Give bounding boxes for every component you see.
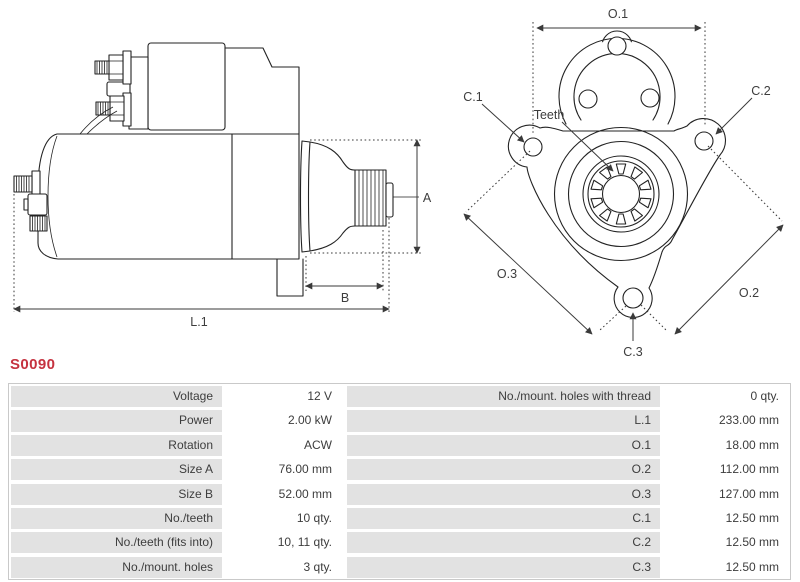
pinion-spline — [355, 170, 386, 226]
top-hole — [608, 37, 626, 55]
spec-value-cell: 76.00 mm — [224, 459, 341, 480]
dim-b-extension — [306, 230, 383, 291]
dim-label-b: B — [340, 291, 350, 305]
dim-label-o3: O.3 — [496, 267, 518, 281]
spec-label-cell: O.1 — [347, 435, 660, 456]
terminal-bolt-upper — [95, 51, 131, 84]
front-view-drawing — [463, 7, 783, 359]
motor-body — [38, 134, 299, 259]
dim-label-a: A — [422, 191, 432, 205]
spec-value-cell: 10, 11 qty. — [224, 532, 341, 553]
spec-label-cell: C.2 — [347, 532, 660, 553]
dim-label-c2: C.2 — [751, 84, 771, 98]
spec-label-cell: Rotation — [11, 435, 222, 456]
spec-value-cell: 10 qty. — [224, 508, 341, 529]
part-number: S0090 — [10, 356, 56, 373]
shaft-tip — [386, 183, 393, 217]
spec-value-cell: 12.50 mm — [662, 532, 788, 553]
spec-value-cell: 12.50 mm — [662, 557, 788, 578]
mount-hole-c3 — [623, 288, 643, 308]
spec-label-cell: No./teeth (fits into) — [11, 532, 222, 553]
dim-o3-extension — [466, 151, 530, 212]
spec-value-cell: 2.00 kW — [224, 410, 341, 431]
spec-label-cell: No./mount. holes with thread — [347, 386, 660, 407]
bell-bolt-right — [641, 89, 659, 107]
solenoid-plate — [129, 57, 148, 129]
spec-value-cell: 127.00 mm — [662, 484, 788, 505]
leader-c2 — [716, 98, 752, 134]
spec-value-cell: 52.00 mm — [224, 484, 341, 505]
leader-c1 — [482, 104, 524, 142]
spec-label-cell: Size A — [11, 459, 222, 480]
flange-face — [301, 141, 311, 252]
spec-label-cell: C.3 — [347, 557, 660, 578]
spec-label-cell: Power — [11, 410, 222, 431]
spec-table-left — [11, 386, 341, 577]
nose-cone — [310, 142, 355, 251]
dim-label-o1: O.1 — [607, 7, 629, 21]
spec-value-cell: 12.50 mm — [662, 508, 788, 529]
spec-value-cell: 18.00 mm — [662, 435, 788, 456]
mount-hole-c1 — [524, 138, 542, 156]
bell-bolt-left — [579, 90, 597, 108]
spec-label-cell: O.2 — [347, 459, 660, 480]
drive-bracket-outline — [225, 48, 299, 134]
pinion-spline-hatch — [359, 170, 383, 226]
spec-value-cell: 112.00 mm — [662, 459, 788, 480]
spec-label-cell: O.3 — [347, 484, 660, 505]
spec-value-cell: ACW — [224, 435, 341, 456]
spec-table-container — [8, 383, 791, 580]
spec-value-cell: 233.00 mm — [662, 410, 788, 431]
solenoid-body — [148, 43, 225, 130]
dim-label-c3: C.3 — [623, 345, 643, 359]
spec-label-cell: L.1 — [347, 410, 660, 431]
side-view-drawing — [14, 43, 432, 329]
mount-hole-c2 — [695, 132, 713, 150]
spec-label-cell: No./mount. holes — [11, 557, 222, 578]
spec-label-cell: Voltage — [11, 386, 222, 407]
spec-label-cell: Size B — [11, 484, 222, 505]
spec-label-cell: No./teeth — [11, 508, 222, 529]
mounting-foot — [277, 259, 303, 296]
spec-value-cell: 0 qty. — [662, 386, 788, 407]
dim-label-c1: C.1 — [463, 90, 483, 104]
dim-label-o2: O.2 — [738, 286, 760, 300]
dim-label-l1: L.1 — [190, 315, 208, 329]
spec-label-cell: C.1 — [347, 508, 660, 529]
dim-label-teeth: Teeth — [533, 108, 565, 122]
spec-table-right — [347, 386, 788, 577]
spec-value-cell: 12 V — [224, 386, 341, 407]
spec-value-cell: 3 qty. — [224, 557, 341, 578]
dim-o2-line — [675, 225, 783, 334]
